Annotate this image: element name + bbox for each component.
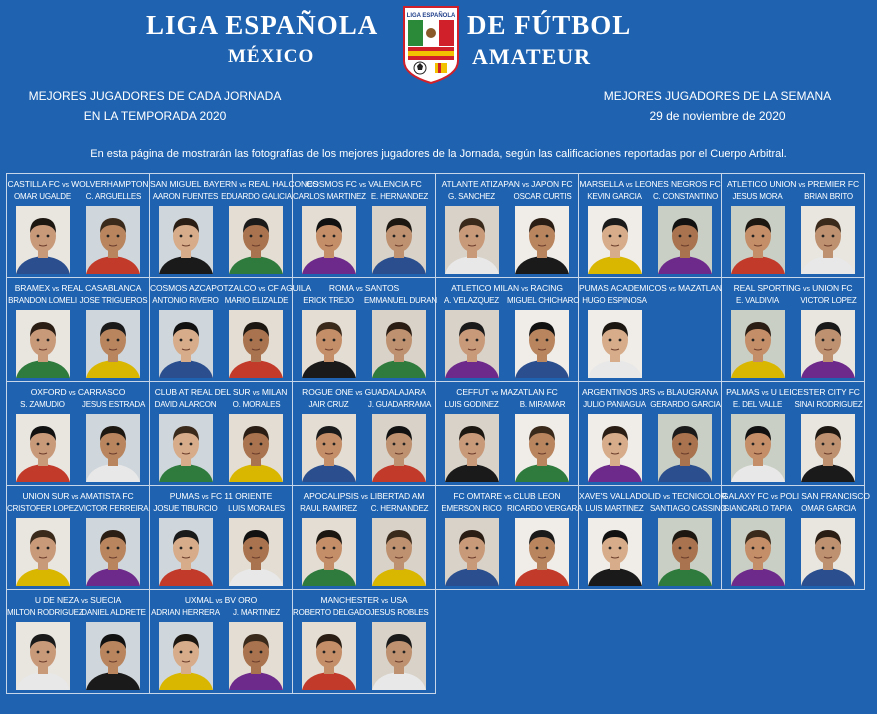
season-best-line2: EN LA TEMPORADA 2020: [83, 109, 227, 123]
player-names: [722, 400, 864, 410]
player-photo: [159, 518, 213, 586]
vs-label: vs: [355, 286, 363, 293]
player-name: SINAI RODRIGUEZ: [794, 400, 863, 409]
player-names: [579, 400, 721, 410]
league-title-left: LIGA ESPAÑOLA: [146, 10, 379, 40]
player-name: ERICK TREJO: [303, 296, 354, 305]
player-photo: [86, 414, 140, 482]
vs-label: vs: [657, 390, 665, 397]
player-names: [436, 192, 578, 202]
vs-label: vs: [668, 286, 676, 293]
player-name: RAUL RAMIREZ: [300, 504, 357, 513]
home-team: FC OMTARE: [453, 491, 502, 501]
player-names: [579, 192, 721, 202]
player-name: AARON FUENTES: [152, 192, 219, 201]
match-card: [150, 382, 293, 486]
home-team: ATLETICO MILAN: [451, 283, 520, 293]
away-team: POLI SAN FRANCISCO: [780, 491, 870, 501]
match-card: [293, 486, 436, 590]
player-name: JESUS ESTRADA: [81, 400, 146, 409]
match-card: [722, 486, 870, 590]
vs-label: vs: [359, 182, 366, 189]
player-photo: [159, 622, 213, 690]
match-title: [7, 283, 149, 293]
player-photo: [159, 414, 213, 482]
vs-label: vs: [62, 182, 69, 189]
player-name: JOSE TRIGUEROS: [79, 296, 148, 305]
player-names: [722, 504, 864, 514]
season-best-heading: [20, 86, 290, 126]
player-name: VICTOR LOPEZ: [800, 296, 857, 305]
player-photo: [372, 206, 426, 274]
away-team: USA: [390, 595, 408, 605]
player-photo: [588, 206, 642, 274]
home-team: ROGUE ONE: [302, 387, 354, 397]
home-team: UXMAL: [184, 595, 214, 605]
player-name: KEVIN GARCIA: [587, 192, 642, 201]
player-names: [7, 504, 149, 514]
player-name: EMERSON RICO: [441, 504, 502, 513]
player-name: C. CONSTANTINO: [652, 192, 719, 201]
match-card: [293, 382, 436, 486]
player-photo: [302, 310, 356, 378]
player-names: [436, 504, 583, 514]
away-team: RACING: [530, 283, 563, 293]
player-photo: [731, 518, 785, 586]
away-team: REAL HALCONES: [248, 179, 319, 189]
player-photo: [16, 310, 70, 378]
player-photo: [588, 310, 642, 378]
player-names: [150, 400, 292, 410]
player-names: [293, 608, 435, 618]
player-photo: [801, 310, 855, 378]
away-team: FC 11 ORIENTE: [210, 491, 273, 501]
player-names: [579, 296, 721, 306]
player-names: [150, 192, 292, 202]
week-best-line1: MEJORES JUGADORES DE LA SEMANA: [603, 89, 832, 103]
vs-label: vs: [52, 286, 60, 293]
vs-label: vs: [81, 598, 88, 605]
player-names: [293, 296, 435, 306]
player-name: E. HERNANDEZ: [370, 192, 429, 201]
vs-label: vs: [360, 494, 368, 501]
match-title: [150, 491, 292, 501]
player-names: [436, 296, 578, 306]
player-name: JESUS ROBLES: [370, 608, 429, 617]
vs-label: vs: [625, 182, 633, 189]
match-title: [150, 595, 292, 605]
player-photo: [16, 518, 70, 586]
match-card: [150, 486, 293, 590]
away-team: AMATISTA FC: [80, 491, 134, 501]
home-team: UNION SUR: [22, 491, 70, 501]
player-name: CRISTOFER LOPEZ: [7, 504, 79, 513]
home-team: MANCHESTER: [320, 595, 379, 605]
player-name: G. SANCHEZ: [448, 192, 495, 201]
vs-label: vs: [68, 390, 76, 397]
home-team: CLUB AT REAL DEL SUR: [154, 387, 251, 397]
match-card: [579, 486, 727, 590]
away-team: SANTOS: [364, 283, 400, 293]
away-team: CLUB LEON: [513, 491, 561, 501]
player-names: [7, 296, 149, 306]
match-card: [722, 382, 865, 486]
match-card: [436, 278, 579, 382]
player-name: EDUARDO GALICIA: [221, 192, 292, 201]
league-title-right: DE FÚTBOL: [467, 10, 632, 40]
home-team: ATLANTE ATIZAPAN: [441, 179, 520, 189]
match-title: [722, 491, 870, 501]
player-name: ADRIAN HERRERA: [151, 608, 220, 617]
match-title: [436, 387, 578, 397]
player-names: [579, 504, 727, 514]
match-title: [293, 179, 435, 189]
match-card: [150, 278, 312, 382]
vs-label: vs: [215, 598, 223, 605]
player-photo: [86, 518, 140, 586]
away-team: BLAUGRANA: [666, 387, 719, 397]
player-photo: [229, 622, 283, 690]
match-card: [150, 590, 293, 694]
player-name: SANTIAGO CASSINO: [650, 504, 727, 513]
season-best-line1: MEJORES JUGADORES DE CADA JORNADA: [28, 89, 282, 103]
away-team: MAZATLAN: [678, 283, 722, 293]
week-best-date: 29 de noviembre de 2020: [649, 109, 786, 123]
away-team: MAZATLAN FC: [500, 387, 558, 397]
player-name: J. MARTINEZ: [233, 608, 280, 617]
player-photo: [229, 310, 283, 378]
player-name: MILTON RODRIGUEZ: [7, 608, 84, 617]
player-name: GIANCARLO TAPIA: [723, 504, 792, 513]
vs-label: vs: [803, 286, 810, 293]
away-team: LIBERTAD AM: [370, 491, 425, 501]
player-name: OMAR GARCIA: [801, 504, 856, 513]
player-photo: [445, 414, 499, 482]
player-photo: [515, 518, 569, 586]
match-title: [7, 491, 149, 501]
vs-label: vs: [252, 390, 260, 397]
player-name: JULIO PANIAGUA: [583, 400, 646, 409]
player-photo: [159, 206, 213, 274]
home-team: ARGENTINOS JRS: [581, 387, 656, 397]
player-photo: [86, 206, 140, 274]
player-name: OSCAR CURTIS: [513, 192, 572, 201]
home-team: PUMAS ACADEMICOS: [579, 283, 667, 293]
match-title: [579, 179, 721, 189]
player-names: [722, 296, 864, 306]
match-card: [436, 174, 579, 278]
player-name: JAIR CRUZ: [308, 400, 349, 409]
vs-label: vs: [770, 494, 778, 501]
match-card: [7, 590, 150, 694]
player-photo: [588, 414, 642, 482]
league-subtitle-left: MÉXICO: [228, 46, 315, 67]
match-title: [150, 283, 312, 293]
home-team: CEFFUT: [456, 387, 490, 397]
player-name: JOSUE TIBURCIO: [153, 504, 218, 513]
week-best-heading: [590, 86, 845, 126]
vs-label: vs: [504, 494, 512, 501]
vs-label: vs: [761, 390, 769, 397]
home-team: BRAMEX: [14, 283, 51, 293]
player-name: ROBERTO DELGADO: [293, 608, 371, 617]
match-title: [722, 179, 864, 189]
intro-text: En esta página de mostrarán las fotografías de los mejores jugadores de la Jornada, según las calificaciones reportadas por el Cuerpo Arbitral.: [90, 148, 787, 160]
player-name: LUIS MORALES: [228, 504, 285, 513]
home-team: XAVE'S VALLADOLID: [579, 491, 661, 501]
away-team: REAL CASABLANCA: [61, 283, 142, 293]
match-title: [7, 179, 149, 189]
match-title: [436, 179, 578, 189]
player-names: [722, 192, 864, 202]
away-team: LEONES NEGROS FC: [634, 179, 721, 189]
player-photo: [159, 310, 213, 378]
match-card: [436, 382, 579, 486]
match-card: [7, 382, 150, 486]
player-photo: [302, 414, 356, 482]
away-team: PREMIER FC: [807, 179, 860, 189]
player-photo: [302, 622, 356, 690]
home-team: PALMAS: [726, 387, 760, 397]
player-photo: [445, 518, 499, 586]
vs-label: vs: [355, 390, 363, 397]
match-title: [7, 387, 149, 397]
away-team: MILAN: [261, 387, 288, 397]
match-title: [150, 387, 292, 397]
player-name: E. DEL VALLE: [732, 400, 783, 409]
player-photo: [588, 518, 642, 586]
match-card: [722, 278, 865, 382]
match-title: [579, 387, 721, 397]
player-name: EMMANUEL DURAN: [364, 296, 437, 305]
player-name: HUGO ESPINOSA: [582, 296, 647, 305]
vs-label: vs: [381, 598, 389, 605]
player-photo: [16, 414, 70, 482]
player-photo: [731, 310, 785, 378]
player-photo: [16, 206, 70, 274]
league-subtitle-right: AMATEUR: [472, 44, 592, 69]
player-name: S. ZAMUDIO: [20, 400, 65, 409]
match-title: [579, 283, 721, 293]
player-names: [150, 296, 292, 306]
match-title: [436, 491, 578, 501]
player-name: LUIS GODINEZ: [444, 400, 499, 409]
vs-label: vs: [239, 182, 247, 189]
home-team: OXFORD: [30, 387, 67, 397]
player-name: DAVID ALARCON: [154, 400, 217, 409]
player-photo: [801, 518, 855, 586]
player-names: [7, 608, 149, 618]
player-photo: [372, 518, 426, 586]
player-name: B. MIRAMAR: [519, 400, 566, 409]
player-names: [150, 504, 292, 514]
match-title: [722, 283, 864, 293]
player-names: [293, 192, 435, 202]
player-photo: [229, 414, 283, 482]
away-team: U LEICESTER CITY FC: [770, 387, 860, 397]
match-card: [579, 278, 722, 382]
match-card: [293, 278, 436, 382]
player-name: A. VELAZQUEZ: [444, 296, 499, 305]
player-photo: [229, 518, 283, 586]
league-crest-logo: [402, 5, 460, 85]
home-team: GALAXY FC: [722, 491, 769, 501]
player-name: DANIEL ALDRETE: [81, 608, 146, 617]
player-photo: [86, 310, 140, 378]
player-name: CARLOS MARTINEZ: [293, 192, 366, 201]
player-photo: [445, 206, 499, 274]
away-team: CF AGUILA: [267, 283, 312, 293]
away-team: UNION FC: [812, 283, 853, 293]
vs-label: vs: [522, 182, 529, 189]
home-team: PUMAS: [169, 491, 200, 501]
vs-label: vs: [798, 182, 806, 189]
player-photo: [302, 518, 356, 586]
home-team: SAN MIGUEL BAYERN: [150, 179, 238, 189]
home-team: CASTILLA FC: [7, 179, 60, 189]
player-photo: [658, 518, 712, 586]
player-names: [7, 192, 149, 202]
match-title: [579, 491, 727, 501]
home-team: COSMOS AZCAPOTZALCO: [150, 283, 257, 293]
player-photo: [515, 414, 569, 482]
away-team: WOLVERHAMPTON: [71, 179, 149, 189]
player-name: VICTOR FERREIRA: [78, 504, 149, 513]
home-team: ATLETICO UNION: [726, 179, 797, 189]
home-team: U DE NEZA: [34, 595, 79, 605]
player-name: LUIS MARTINEZ: [585, 504, 644, 513]
match-card: [7, 174, 150, 278]
match-title: [293, 283, 435, 293]
vs-label: vs: [663, 494, 670, 501]
away-team: GUADALAJARA: [364, 387, 426, 397]
match-card: [7, 278, 150, 382]
match-card: [150, 174, 319, 278]
player-name: BRIAN BRITO: [804, 192, 853, 201]
player-photo: [229, 206, 283, 274]
away-team: VALENCIA FC: [368, 179, 422, 189]
match-card: [436, 486, 583, 590]
match-card: [579, 174, 722, 278]
vs-label: vs: [491, 390, 499, 397]
match-title: [150, 179, 319, 189]
away-team: BV ORO: [224, 595, 258, 605]
home-team: MARSELLA: [579, 179, 624, 189]
player-photo: [658, 206, 712, 274]
player-name: E. VALDIVIA: [735, 296, 779, 305]
match-card: [579, 382, 722, 486]
player-names: [150, 608, 292, 618]
player-name: MIGUEL CHICHARO: [507, 296, 580, 305]
match-title: [293, 387, 435, 397]
player-name: JESUS MORA: [732, 192, 783, 201]
svg-text:LIGA ESPAÑOLA: LIGA ESPAÑOLA: [406, 13, 456, 19]
home-team: APOCALIPSIS: [303, 491, 359, 501]
player-name: C. HERNANDEZ: [370, 504, 429, 513]
player-photo: [302, 206, 356, 274]
player-names: [7, 400, 149, 410]
player-names: [436, 400, 578, 410]
vs-label: vs: [521, 286, 529, 293]
player-photo: [372, 414, 426, 482]
player-name: BRANDON LOMELI: [8, 296, 77, 305]
match-card: [7, 486, 150, 590]
player-photo: [86, 622, 140, 690]
home-team: ROMA: [328, 283, 354, 293]
player-photo: [16, 622, 70, 690]
player-name: O. MORALES: [232, 400, 281, 409]
away-team: JAPON FC: [531, 179, 573, 189]
match-card: [293, 174, 436, 278]
player-names: [293, 504, 435, 514]
player-photo: [445, 310, 499, 378]
player-name: J. GUADARRAMA: [367, 400, 432, 409]
player-name: GERARDO GARCIA: [650, 400, 721, 409]
match-card: [293, 590, 436, 694]
vs-label: vs: [71, 494, 79, 501]
home-team: COSMOS FC: [306, 179, 357, 189]
player-names: [293, 400, 435, 410]
player-name: RICARDO VERGARA: [507, 504, 583, 513]
match-title: [436, 283, 578, 293]
match-title: [7, 595, 149, 605]
player-photo: [515, 206, 569, 274]
player-photo: [801, 206, 855, 274]
match-title: [293, 491, 435, 501]
player-name: ANTONIO RIVERO: [152, 296, 219, 305]
away-team: CARRASCO: [77, 387, 126, 397]
match-title: [722, 387, 864, 397]
player-name: C. ARGUELLES: [85, 192, 142, 201]
match-title: [293, 595, 435, 605]
player-photo: [515, 310, 569, 378]
player-photo: [658, 414, 712, 482]
player-name: MARIO ELIZALDE: [224, 296, 289, 305]
match-card: [722, 174, 865, 278]
away-team: SUECIA: [90, 595, 122, 605]
player-photo: [801, 414, 855, 482]
away-team: TECNICOLOR: [672, 491, 727, 501]
home-team: REAL SPORTING: [733, 283, 801, 293]
player-photo: [372, 622, 426, 690]
player-photo: [731, 206, 785, 274]
vs-label: vs: [201, 494, 209, 501]
vs-label: vs: [258, 286, 266, 293]
player-name: OMAR UGALDE: [14, 192, 71, 201]
players-grid: [6, 173, 870, 694]
player-photo: [372, 310, 426, 378]
player-photo: [731, 414, 785, 482]
